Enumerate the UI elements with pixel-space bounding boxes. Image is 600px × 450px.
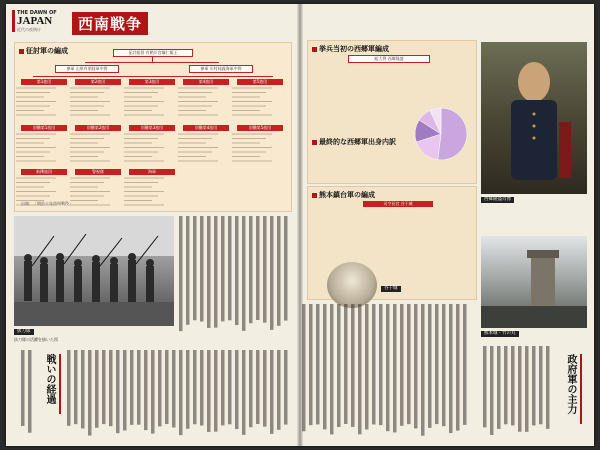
body-text-column-4 bbox=[307, 304, 477, 440]
brigade-box-1: 第1旅団 bbox=[21, 79, 67, 85]
org-row2-box-1: 参軍 山県有朋陸軍中将 bbox=[55, 65, 119, 73]
section-heading-govt: 政府軍の主力 bbox=[563, 354, 582, 424]
origin-pie-chart bbox=[411, 104, 471, 164]
body-text-column-5 bbox=[481, 346, 559, 440]
brigade-box-10: 別働第5旅団 bbox=[237, 125, 283, 131]
left-page bbox=[6, 4, 299, 446]
diagram3-heading-text: 熊本鎮台軍の編成 bbox=[319, 191, 375, 199]
brigade-box-11: 新撰旅団 bbox=[21, 169, 67, 175]
brigade-box-9: 別働第4旅団 bbox=[183, 125, 229, 131]
body-text-column-1 bbox=[178, 216, 294, 336]
square-bullet-icon bbox=[312, 140, 317, 145]
page-title: 西南戦争 bbox=[72, 12, 148, 35]
brigade-box-4: 第4旅団 bbox=[183, 79, 229, 85]
tani-tateki-portrait bbox=[327, 262, 377, 308]
diagram1-top-box: 総大将 西郷隆盛 bbox=[348, 55, 430, 63]
org-chart-heading-text: 征討軍の編成 bbox=[26, 47, 68, 55]
right-page bbox=[301, 4, 594, 446]
series-title: JAPAN bbox=[17, 15, 53, 27]
org-chart-detail-lines bbox=[14, 48, 290, 208]
brigade-box-5: 第5旅団 bbox=[237, 79, 283, 85]
pie-slice bbox=[438, 108, 467, 160]
saigo-portrait bbox=[481, 42, 587, 194]
brigade-box-6: 別働第1旅団 bbox=[21, 125, 67, 131]
photo-caption-label: 抜刀隊 bbox=[14, 329, 34, 335]
diagram1-heading-text: 挙兵当初の西郷軍編成 bbox=[319, 45, 389, 53]
magazine-spread bbox=[6, 4, 594, 446]
square-bullet-icon bbox=[312, 193, 317, 198]
portrait2-caption: 谷干城 bbox=[381, 286, 401, 292]
diagram1-heading bbox=[312, 44, 389, 54]
page-header bbox=[12, 10, 292, 36]
body-text-column-2 bbox=[66, 350, 294, 440]
body-text-column-3 bbox=[14, 350, 36, 440]
brigade-box-13: 海軍 bbox=[129, 169, 175, 175]
diagram2-heading bbox=[312, 137, 396, 147]
section-heading-battle: 戦いの経過 bbox=[42, 354, 61, 414]
battle-illustration bbox=[14, 216, 174, 326]
org-top-box: 征討総督 有栖川宮熾仁親王 bbox=[113, 49, 193, 57]
brigade-box-12: 警視隊 bbox=[75, 169, 121, 175]
brigade-box-8: 別働第3旅団 bbox=[129, 125, 175, 131]
brigade-box-3: 第3旅団 bbox=[129, 79, 175, 85]
diagram2-heading-text: 最終的な西郷軍出身内訳 bbox=[319, 138, 396, 146]
org-footnote: 出典：「明治十年西南戦役」 bbox=[21, 201, 73, 206]
photo-caption-text: 抜刀隊の活躍を描いた図 bbox=[14, 337, 58, 342]
series-subtitle: 近代の夜明け bbox=[17, 27, 41, 32]
series-small-text: THE DAWN OF bbox=[17, 10, 57, 16]
soldiers-illustration bbox=[14, 216, 174, 326]
series-logo bbox=[12, 10, 69, 32]
kumamoto-castle-photo bbox=[481, 236, 587, 328]
org-row2-box-2: 参軍 川村純義海軍中将 bbox=[189, 65, 253, 73]
photo2-caption: 熊本城・竹の丸 bbox=[481, 331, 519, 337]
diagram3-top-box: 司令長官 谷干城 bbox=[363, 201, 433, 207]
square-bullet-icon bbox=[312, 47, 317, 52]
diagram3-heading bbox=[312, 190, 375, 200]
portrait1-caption: 西郷隆盛肖像 bbox=[481, 197, 514, 203]
brigade-box-7: 別働第2旅団 bbox=[75, 125, 121, 131]
brigade-box-2: 第2旅団 bbox=[75, 79, 121, 85]
